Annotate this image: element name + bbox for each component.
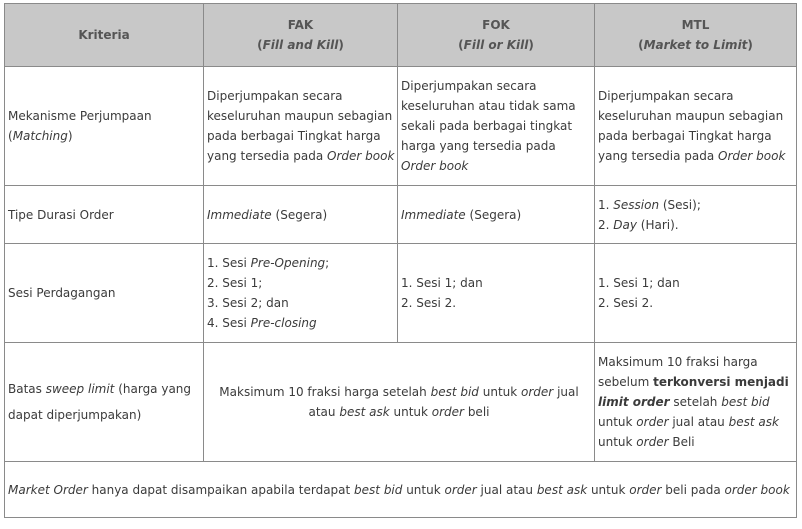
- cell-mtl-durasi: [595, 186, 797, 244]
- header-fak-title: FAK: [287, 18, 314, 32]
- fok-sesi-line-1: 1. Sesi 1; dan: [401, 276, 483, 290]
- fak-sesi-line-1: 1. Sesi Pre-Opening;: [207, 256, 330, 270]
- cell-label-sweep: Batas sweep limit (harga yang dapat diperjumpakan): [5, 343, 204, 462]
- mtl-sesi-line-2: 2. Sesi 2.: [598, 296, 654, 310]
- cell-fok-mekanisme: Diperjumpakan secara keseluruhan atau tidak sama sekali pada berbagai tingkat harga yang tersedia pada Order book: [398, 67, 595, 186]
- row-batas-sweep-limit: [5, 343, 797, 462]
- row-tipe-durasi-order: [5, 186, 797, 244]
- header-fok-title: FOK: [482, 18, 510, 32]
- mtl-sesi-line-1: 1. Sesi 1; dan: [598, 276, 680, 290]
- fak-sesi-line-3: 3. Sesi 2; dan: [207, 296, 289, 310]
- header-kriteria-label: Kriteria: [78, 28, 130, 42]
- header-fak-subtitle: (Fill and Kill): [257, 38, 344, 52]
- cell-fak-mekanisme: Diperjumpakan secara keseluruhan maupun sebagian pada berbagai Tingkat harga yang tersedia pada Order book: [204, 67, 398, 186]
- header-row: [5, 4, 797, 67]
- cell-mtl-mekanisme: Diperjumpakan secara keseluruhan maupun sebagian pada berbagai Tingkat harga yang tersedia pada Order book: [595, 67, 797, 186]
- cell-mtl-sweep: Maksimum 10 fraksi harga sebelum terkonversi menjadi limit order setelah best bid untuk order jual atau best ask untuk order Beli: [595, 343, 797, 462]
- header-fok: [398, 4, 595, 67]
- fok-sesi-line-2: 2. Sesi 2.: [401, 296, 457, 310]
- cell-fak-sesi: [204, 244, 398, 343]
- mtl-durasi-line-1: 1. Session (Sesi);: [598, 197, 701, 212]
- header-kriteria: [5, 4, 204, 67]
- row-market-order-note: [5, 462, 797, 518]
- fak-sesi-line-2: 2. Sesi 1;: [207, 276, 263, 290]
- cell-label-durasi: Tipe Durasi Order: [5, 186, 204, 244]
- header-mtl-title: MTL: [681, 18, 710, 32]
- row-sesi-perdagangan: [5, 244, 797, 343]
- cell-mtl-sesi: [595, 244, 797, 343]
- header-fak: [204, 4, 398, 67]
- header-mtl-subtitle: (Market to Limit): [638, 38, 753, 52]
- header-fok-subtitle: (Fill or Kill): [458, 38, 534, 52]
- cell-label-mekanisme: Mekanisme Perjumpaan (Matching): [5, 67, 204, 186]
- cell-fok-durasi: Immediate (Segera): [398, 186, 595, 244]
- order-type-comparison-table: [4, 3, 797, 518]
- cell-fak-fok-sweep: Maksimum 10 fraksi harga setelah best bid untuk order jual atau best ask untuk order beli: [204, 343, 595, 462]
- cell-fak-durasi: Immediate (Segera): [204, 186, 398, 244]
- fak-sesi-line-4: 4. Sesi Pre-closing: [207, 316, 317, 330]
- cell-label-sesi: Sesi Perdagangan: [5, 244, 204, 343]
- cell-market-order-note: Market Order hanya dapat disampaikan apabila terdapat best bid untuk order jual atau best ask untuk order beli pada order book: [5, 462, 797, 518]
- cell-fok-sesi: [398, 244, 595, 343]
- row-mekanisme-perjumpaan: [5, 67, 797, 186]
- mtl-durasi-line-2: 2. Day (Hari).: [598, 217, 679, 232]
- header-mtl: [595, 4, 797, 67]
